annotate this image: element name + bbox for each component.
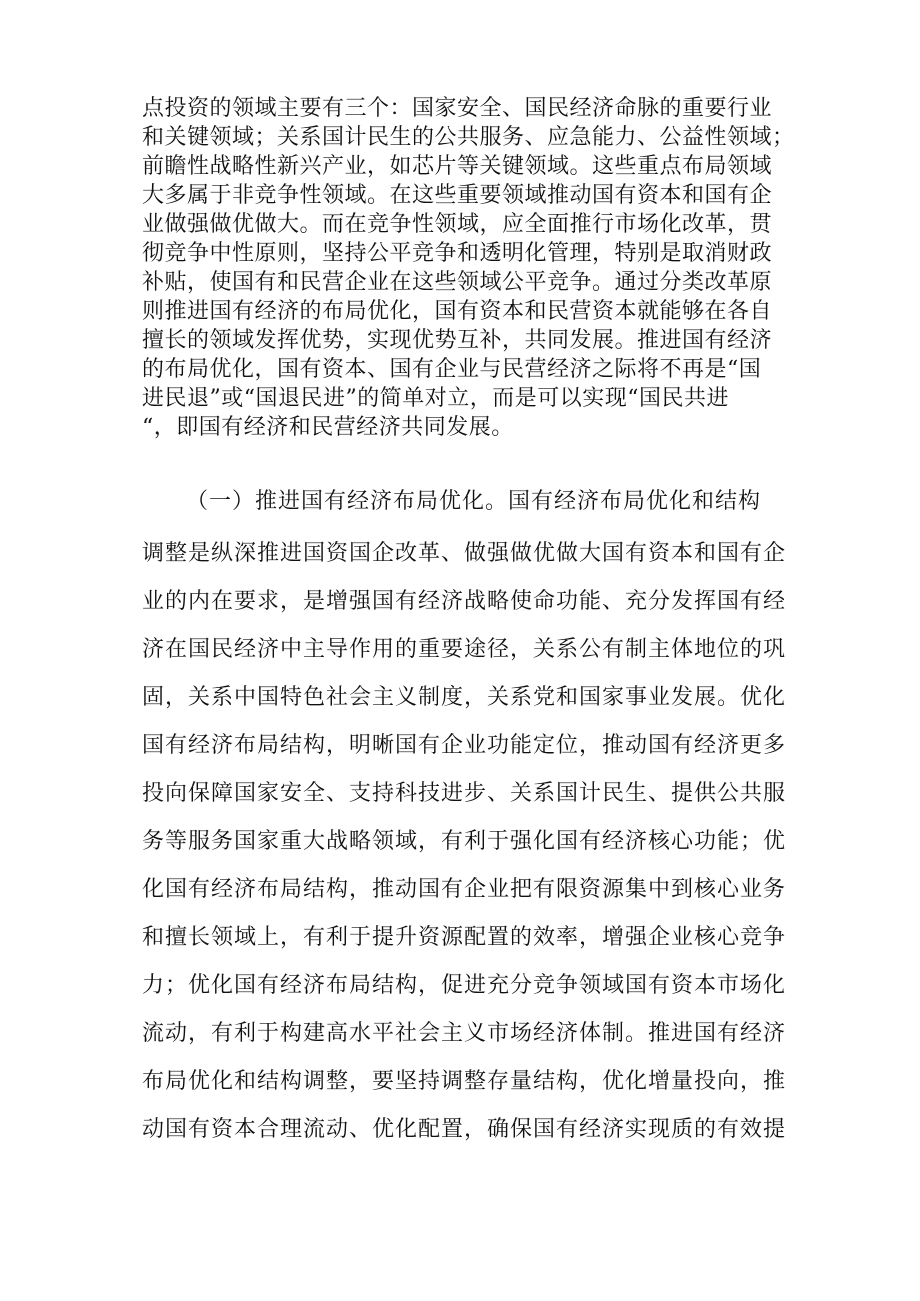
text-line: 务等服务国家重大战略领域，有利于强化国有经济核心功能；优 xyxy=(142,829,787,854)
text-line: “，即国有经济和民营经济共同发展。 xyxy=(142,415,514,440)
text-line: 动国有资本合理流动、优化配置，确保国有经济实现质的有效提 xyxy=(142,1117,787,1142)
text-line: 彻竞争中性原则，坚持公平竞争和透明化管理，特别是取消财政 xyxy=(142,241,773,266)
text-line: 布局优化和结构调整，要坚持调整存量结构，优化增量投向，推 xyxy=(142,1069,787,1094)
text-line: 业做强做优做大。而在竞争性领域，应全面推行市场化改革，贯 xyxy=(142,212,773,237)
text-line: 和关键领域；关系国计民生的公共服务、应急能力、公益性领域； xyxy=(142,125,795,150)
text-line: 流动，有利于构建高水平社会主义市场经济体制。推进国有经济 xyxy=(142,1021,787,1046)
section-heading: （一）推进国有经济布局优化。国有经济布局优化和结构 xyxy=(186,489,762,514)
paragraph-bottom xyxy=(142,530,787,1154)
text-line: 则推进国有经济的布局优化，国有资本和民营资本就能够在各自 xyxy=(142,299,773,324)
text-line: 补贴，使国有和民营企业在这些领域公平竞争。通过分类改革原 xyxy=(142,270,773,295)
text-line: 投向保障国家安全、支持科技进步、关系国计民生、提供公共服 xyxy=(142,781,787,806)
text-line: 化国有经济布局结构，推动国有企业把有限资源集中到核心业务 xyxy=(142,877,787,902)
text-line: 的布局优化，国有资本、国有企业与民营经济之际将不再是“国 xyxy=(142,357,762,382)
text-line: 点投资的领域主要有三个：国家安全、国民经济命脉的重要行业 xyxy=(142,96,773,121)
text-line: 进民退”或“国退民进”的简单对立，而是可以实现“国民共进 xyxy=(142,386,729,411)
text-line: 前瞻性战略性新兴产业，如芯片等关键领域。这些重点布局领域 xyxy=(142,154,773,179)
text-line: 固，关系中国特色社会主义制度，关系党和国家事业发展。优化 xyxy=(142,685,787,710)
text-line: 力；优化国有经济布局结构，促进充分竞争领域国有资本市场化 xyxy=(142,973,787,998)
text-line: 国有经济布局结构，明晰国有企业功能定位，推动国有经济更多 xyxy=(142,733,787,758)
text-line: 业的内在要求，是增强国有经济战略使命功能、充分发挥国有经 xyxy=(142,589,787,614)
text-line: 大多属于非竞争性领域。在这些重要领域推动国有资本和国有企 xyxy=(142,183,773,208)
text-line: 擅长的领域发挥优势，实现优势互补，共同发展。推进国有经济 xyxy=(142,328,773,353)
text-line: 济在国民经济中主导作用的重要途径，关系公有制主体地位的巩 xyxy=(142,637,787,662)
text-line: 调整是纵深推进国资国企改革、做强做优做大国有资本和国有企 xyxy=(142,541,787,566)
paragraph-top xyxy=(142,94,795,442)
text-line: 和擅长领域上，有利于提升资源配置的效率，增强企业核心竞争 xyxy=(142,925,787,950)
